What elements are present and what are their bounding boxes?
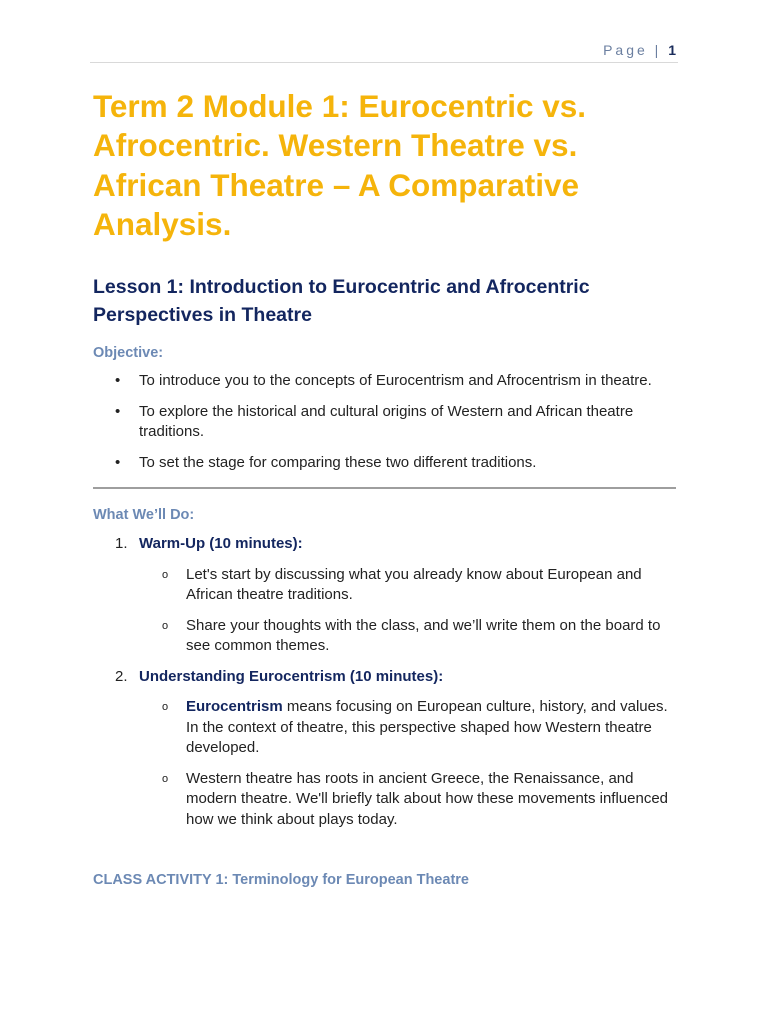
circle-bullet-icon: o: [162, 619, 169, 632]
term-eurocentrism: Eurocentrism: [186, 698, 283, 716]
step-title: Warm-Up (10 minutes):: [139, 535, 303, 553]
objective-label: Objective:: [93, 345, 164, 362]
list-item: [93, 565, 678, 606]
circle-bullet-icon: o: [162, 701, 169, 714]
bullet-icon: •: [115, 372, 121, 390]
objective-text: To set the stage for comparing these two different traditions.: [139, 453, 537, 471]
step-heading: [93, 534, 678, 555]
page-header: [93, 42, 676, 58]
module-title: Term 2 Module 1: Eurocentric vs. Afrocentric. Western Theatre vs. African Theatre – A Comparative Analysis.: [93, 88, 587, 242]
list-item: [93, 402, 678, 443]
step-items: [93, 697, 678, 830]
list-item: [93, 616, 678, 657]
step-number: 1.: [115, 535, 128, 553]
header-divider: [90, 62, 678, 63]
step-understanding-eurocentrism: [93, 667, 678, 831]
step-title: Understanding Eurocentrism (10 minutes):: [139, 667, 444, 685]
step-number: 2.: [115, 667, 128, 685]
list-item: [93, 453, 678, 474]
step-item-text: Share your thoughts with the class, and we’ll write them on the board to see common themes.: [186, 616, 661, 655]
bullet-icon: •: [115, 453, 121, 471]
what-we-do-label: What We’ll Do:: [93, 507, 195, 524]
list-item: [93, 371, 678, 392]
step-item-text: Let's start by discussing what you already know about European and African theatre traditions.: [186, 565, 642, 604]
bullet-icon: •: [115, 402, 121, 420]
section-divider: [93, 487, 676, 489]
step-warm-up: [93, 534, 678, 657]
circle-bullet-icon: o: [162, 772, 169, 785]
step-item-text: Western theatre has roots in ancient Greece, the Renaissance, and modern theatre. We'll briefly talk about how these movements influenced how we think about plays today.: [186, 769, 669, 828]
objective-list: [93, 371, 678, 473]
class-activity-heading: CLASS ACTIVITY 1: Terminology for European Theatre: [93, 872, 469, 889]
circle-bullet-icon: o: [162, 568, 169, 581]
step-heading: [93, 667, 678, 688]
step-item-text: means focusing on European culture, history, and values. In the context of theatre, this perspective shaped how Western theatre developed.: [186, 698, 668, 757]
objective-text: To introduce you to the concepts of Eurocentrism and Afrocentrism in theatre.: [139, 372, 652, 390]
list-item: [93, 697, 678, 759]
step-items: [93, 565, 678, 657]
document-body: [93, 87, 678, 890]
page-label: Page |: [603, 42, 662, 58]
objective-text: To explore the historical and cultural origins of Western and African theatre traditions.: [139, 402, 634, 441]
page-number: 1: [668, 42, 676, 58]
lesson-title: Lesson 1: Introduction to Eurocentric and Afrocentric Perspectives in Theatre: [93, 276, 590, 326]
list-item: [93, 769, 678, 831]
